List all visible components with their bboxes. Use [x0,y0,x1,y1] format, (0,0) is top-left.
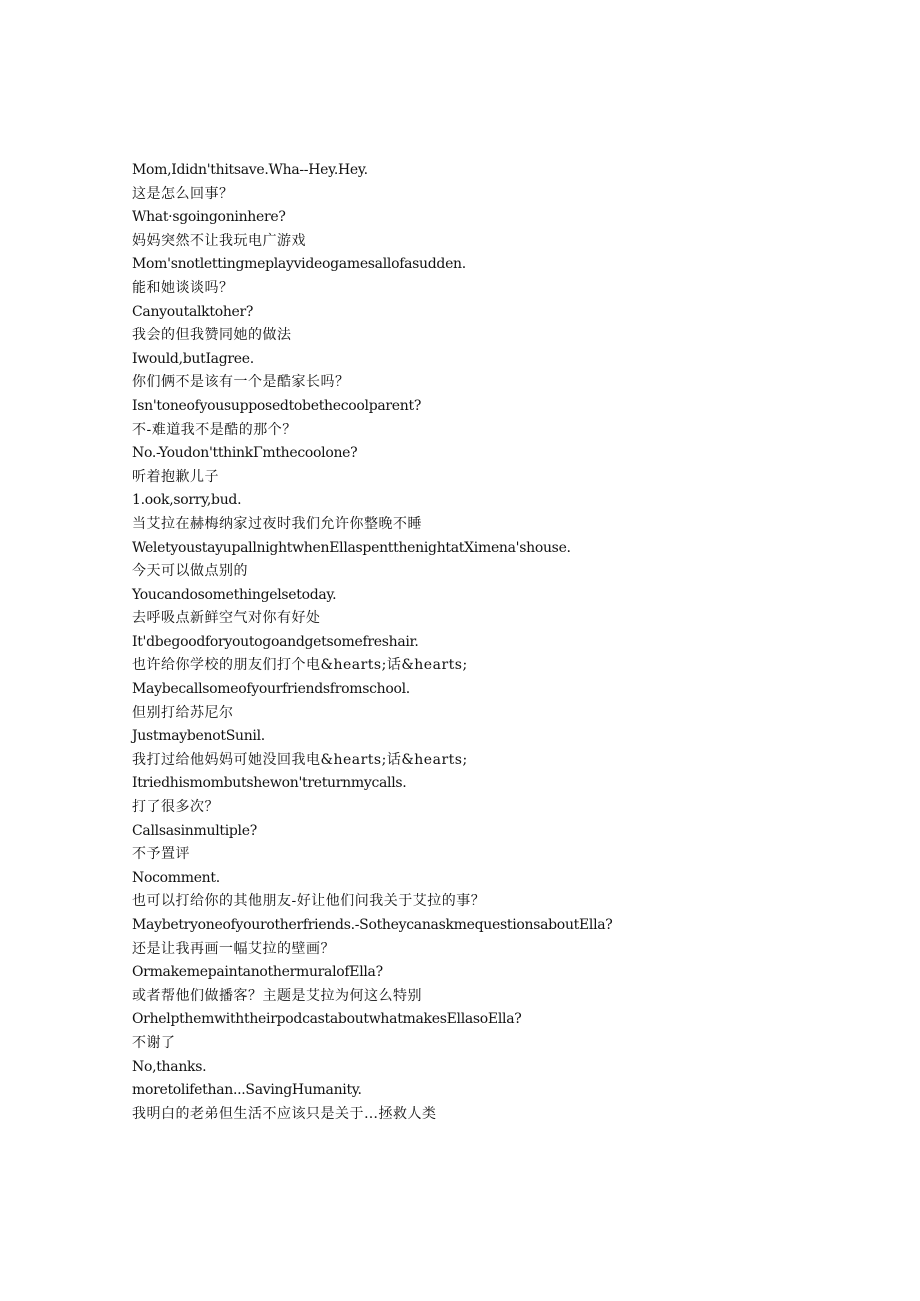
subtitle-line-chinese: 打了很多次？ [132,799,219,816]
subtitle-line-chinese: 或者帮他们做播客？主题是艾拉为何这么特别 [132,987,422,1004]
subtitle-line-english: What·sgoingoninhere? [132,209,286,226]
subtitle-line-chinese: 不予置评 [132,846,190,863]
subtitle-line-english: Itriedhismombutshewon'treturnmycalls. [132,775,407,792]
subtitle-line-chinese: 你们俩不是该有一个是酷家长吗？ [132,374,350,391]
subtitle-line-chinese: 不-难道我不是酷的那个？ [132,421,297,438]
subtitle-line-chinese: 还是让我再画一幅艾拉的壁画？ [132,940,335,957]
subtitle-line-chinese: 我打过给他妈妈可她没回我电&hearts;话&hearts; [132,751,468,768]
subtitle-line-english: No.-Youdon'tthinkΓmthecoolone? [132,445,358,462]
subtitle-line-chinese: 不谢了 [132,1034,176,1051]
subtitle-line-english: Callsasinmultiple? [132,822,257,839]
subtitle-line-chinese: 能和她谈谈吗？ [132,279,234,296]
subtitle-line-chinese: 但别打给苏尼尔 [132,704,234,721]
subtitle-line-chinese: 这是怎么回事？ [132,185,234,202]
subtitle-line-english: Mom'snotlettingmeplayvideogamesallofasudden. [132,256,466,273]
subtitle-line-english: Nocomment. [132,869,220,886]
subtitle-line-english: Youcandosomethingelsetoday. [132,586,337,603]
subtitle-line-english: WeletyoustayupallnightwhenEllaspentthenightatXimena'shouse. [132,539,571,556]
subtitle-line-english: 1.ook,sorry,bud. [132,492,242,509]
subtitle-line-chinese: 去呼吸点新鲜空气对你有好处 [132,610,321,627]
subtitle-line-english: OrhelpthemwiththeirpodcastaboutwhatmakesEllasoElla? [132,1011,522,1028]
subtitle-line-english: Maybetryoneofyourotherfriends.-SotheycanaskmequestionsaboutElla? [132,917,613,933]
subtitle-line-english: Isn'toneofyousupposedtobethecoolparent? [132,397,422,414]
subtitle-line-chinese: 当艾拉在赫梅纳家过夜时我们允许你整晚不睡 [132,515,422,532]
subtitle-line-english: No,thanks. [132,1058,207,1075]
subtitle-line-chinese: 妈妈突然不让我玩电广游戏 [132,232,306,249]
subtitle-line-chinese: 今天可以做点别的 [132,563,248,580]
subtitle-line-chinese: 也许给你学校的朋友们打个电&hearts;话&hearts; [132,657,468,674]
subtitle-line-english: moretolifethan...SavingHumanity. [132,1082,362,1099]
subtitle-line-english: Canyoutalktoher? [132,303,254,320]
subtitle-line-chinese: 我会的但我赞同她的做法 [132,327,292,344]
subtitle-line-chinese: 也可以打给你的其他朋友-好让他们问我关于艾拉的事？ [132,893,486,910]
subtitle-line-english: It'dbegoodforyoutogoandgetsomefreshair. [132,633,419,650]
subtitle-line-chinese: 听着抱歉儿子 [132,468,219,485]
subtitle-line-english: JustmaybenotSunil. [132,728,265,745]
subtitle-line-english: OrmakemepaintanothermuralofElla? [132,964,383,981]
subtitle-transcript [132,159,832,1126]
subtitle-line-chinese: 我明白的老弟但生活不应该只是关于…拯救人类 [132,1105,437,1122]
subtitle-line-english: Iwould,butIagree. [132,350,254,367]
subtitle-line-english: Maybecallsomeofyourfriendsfromschool. [132,681,410,698]
subtitle-line-english: Mom,Ididn'thitsave.Wha--Hey.Hey. [132,162,368,178]
